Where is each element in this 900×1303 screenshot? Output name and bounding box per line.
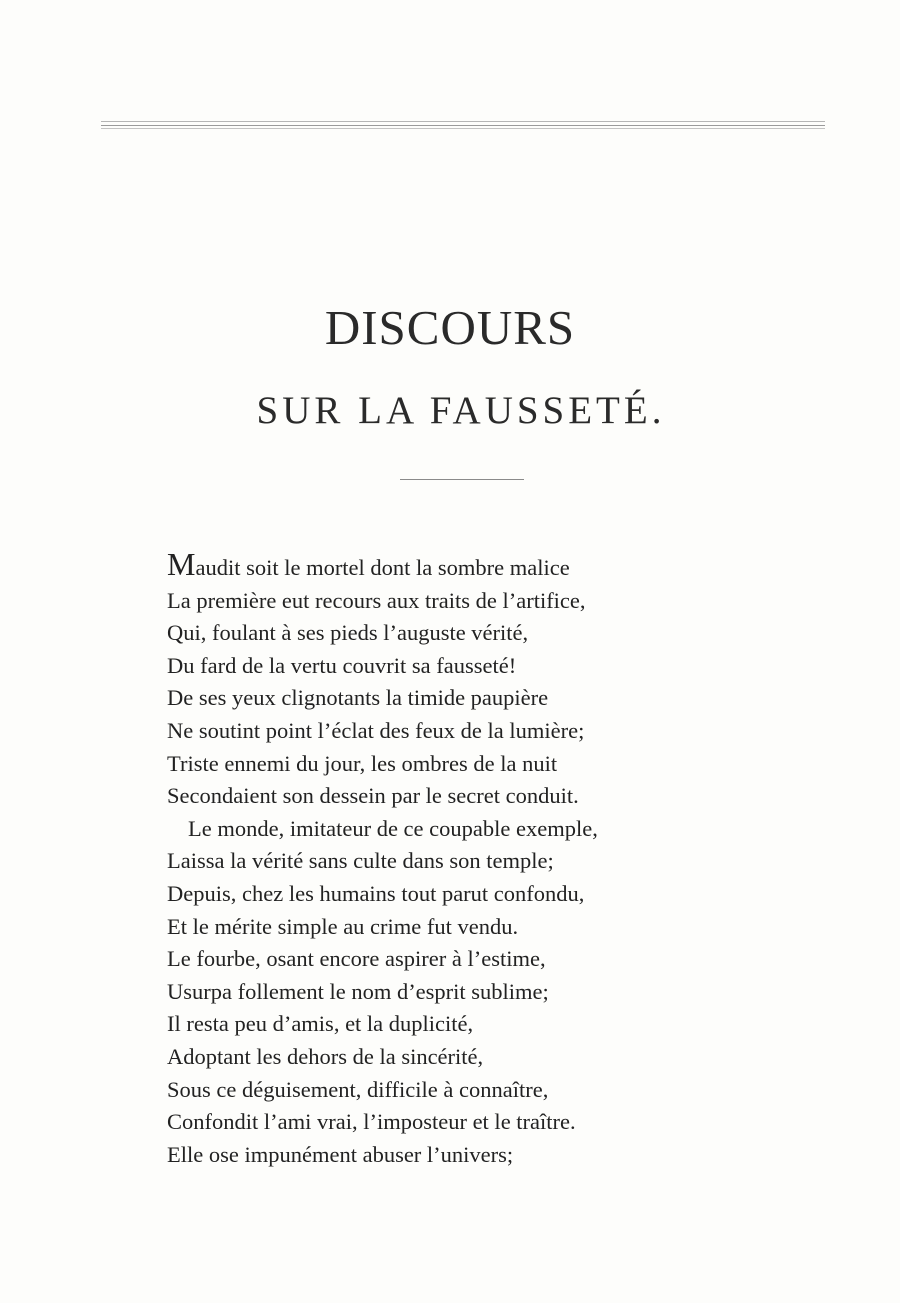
poem-line: Triste ennemi du jour, les ombres de la nuit bbox=[167, 750, 558, 776]
poem-line: Qui, foulant à ses pieds l’auguste vérité, bbox=[167, 620, 529, 646]
top-double-rule bbox=[101, 121, 825, 130]
poem-first-line-text: audit soit le mortel dont la sombre malice bbox=[195, 555, 570, 580]
title-divider bbox=[400, 479, 524, 480]
poem-line: Secondaient son dessein par le secret conduit. bbox=[167, 783, 579, 809]
poem-line: La première eut recours aux traits de l’artifice, bbox=[167, 587, 586, 613]
page-title: DISCOURS bbox=[324, 300, 576, 355]
poem-line: Le fourbe, osant encore aspirer à l’estime, bbox=[167, 946, 546, 972]
poem-line: Le monde, imitateur de ce coupable exemple, bbox=[188, 815, 598, 841]
poem-line: Elle ose impunément abuser l’univers; bbox=[167, 1141, 514, 1167]
poem-line: Laissa la vérité sans culte dans son temple; bbox=[167, 848, 554, 874]
poem-line: Adoptant les dehors de la sincérité, bbox=[167, 1043, 484, 1069]
poem-body bbox=[167, 546, 767, 1171]
poem-line: Ne soutint point l’éclat des feux de la lumière; bbox=[167, 717, 585, 743]
poem-line: Il resta peu d’amis, et la duplicité, bbox=[167, 1011, 474, 1037]
poem-line: De ses yeux clignotants la timide paupière bbox=[167, 685, 549, 711]
poem-line: Et le mérite simple au crime fut vendu. bbox=[167, 913, 519, 939]
poem-line: Usurpa follement le nom d’esprit sublime; bbox=[167, 978, 549, 1004]
poem-line: Sous ce déguisement, difficile à connaître, bbox=[167, 1076, 549, 1102]
poem-line: Du fard de la vertu couvrit sa fausseté! bbox=[167, 652, 517, 678]
poem-line: Depuis, chez les humains tout parut confondu, bbox=[167, 880, 585, 906]
poem-line bbox=[167, 546, 767, 585]
poem-line: Confondit l’ami vrai, l’imposteur et le traître. bbox=[167, 1109, 576, 1135]
drop-cap-letter: M bbox=[167, 546, 196, 582]
page-subtitle: SUR LA FAUSSETÉ. bbox=[256, 389, 666, 432]
